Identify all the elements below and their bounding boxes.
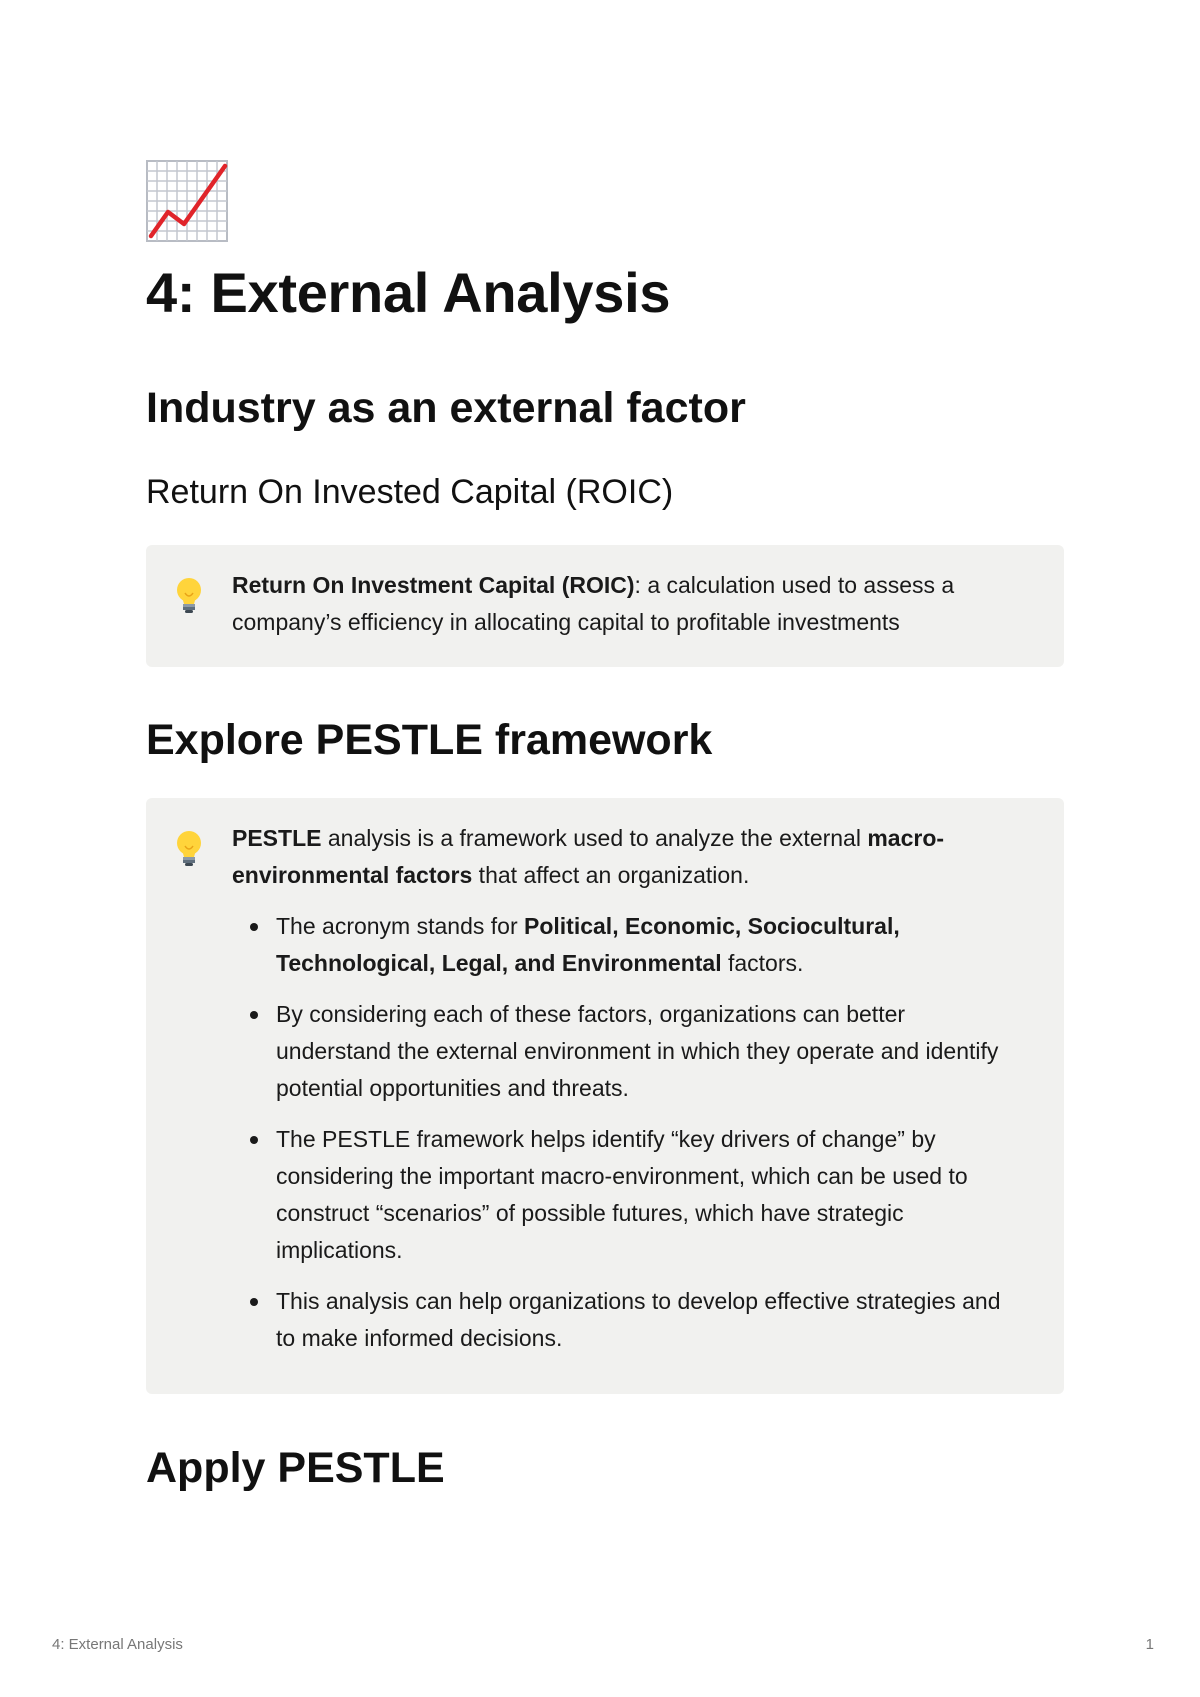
- heading-industry: Industry as an external factor: [146, 384, 746, 432]
- chart-increasing-icon: [146, 160, 228, 242]
- list-item: The PESTLE framework helps identify “key drivers of change” by considering the important macro-environment, which can be used to construct “scenarios” of possible futures, which have strategic implications.: [232, 1121, 1024, 1269]
- light-bulb-icon: [170, 828, 208, 870]
- bullet-dot: [250, 1298, 258, 1306]
- light-bulb-icon: [170, 575, 208, 617]
- roic-callout: [146, 545, 1064, 667]
- bullet-dot: [250, 923, 258, 931]
- list-item: By considering each of these factors, organizations can better understand the external environment in which they operate and identify potential opportunities and threats.: [232, 996, 1024, 1107]
- heading-pestle: Explore PESTLE framework: [146, 716, 713, 764]
- pestle-callout: [146, 798, 1064, 1394]
- pestle-bullet-list: [232, 908, 1024, 1357]
- roic-definition: : a calculation used to assess a company’s efficiency in allocating capital to profitable investments: [232, 572, 955, 635]
- bullet-dot: [250, 1136, 258, 1144]
- bullet-dot: [250, 1011, 258, 1019]
- heading-roic: Return On Invested Capital (ROIC): [146, 473, 674, 511]
- list-item: This analysis can help organizations to develop effective strategies and to make informed decisions.: [232, 1283, 1024, 1357]
- footer-doc-name: 4: External Analysis: [52, 1636, 183, 1653]
- roic-term: Return On Investment Capital (ROIC): [232, 572, 635, 598]
- page-title: 4: External Analysis: [146, 261, 671, 324]
- list-item: The acronym stands for Political, Economic, Sociocultural, Technological, Legal, and Environmental factors.: [232, 908, 1024, 982]
- footer-page-number: 1: [1145, 1636, 1154, 1653]
- heading-apply-pestle: Apply PESTLE: [146, 1444, 445, 1492]
- pestle-intro: PESTLE analysis is a framework used to analyze the external macro-environmental factors that affect an organization.: [232, 825, 945, 888]
